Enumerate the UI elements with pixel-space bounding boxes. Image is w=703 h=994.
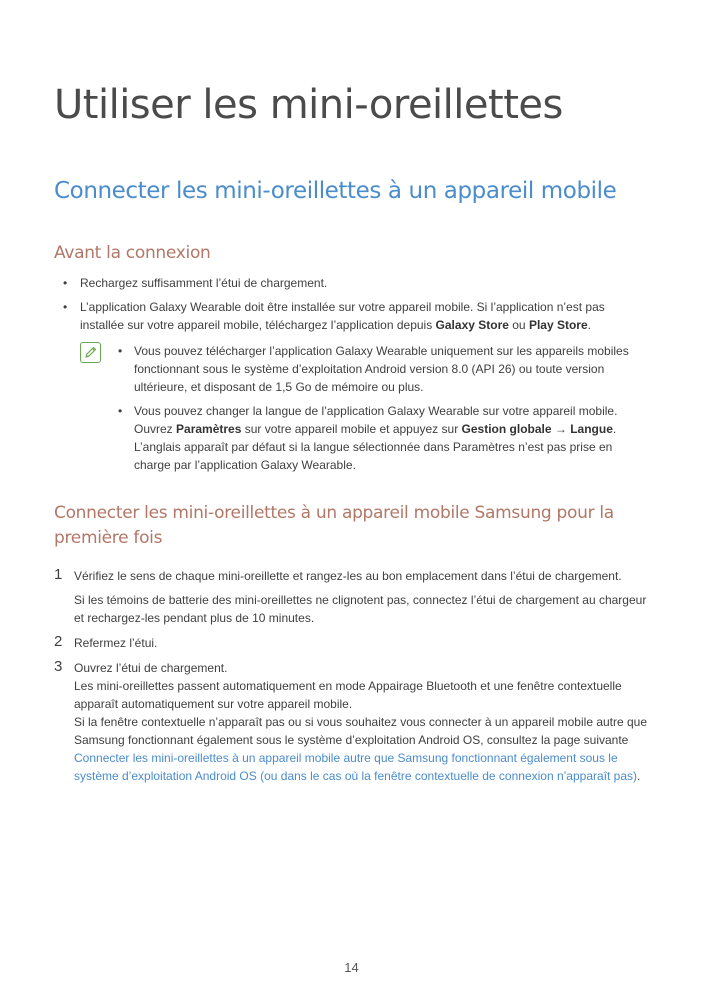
bullet-text: Rechargez suffisamment l’étui de chargement. bbox=[80, 276, 328, 290]
note-text: Vous pouvez télécharger l’application Galaxy Wearable uniquement sur les appareils mobiles fonctionnant sous le système d’exploitation Android version 8.0 (API 26) ou toute version ultérieure, et disposant de 1,5 Go de mémoire ou plus. bbox=[134, 344, 629, 394]
page-title: Utiliser les mini-oreillettes bbox=[54, 82, 563, 128]
gestion-globale-label: Gestion globale bbox=[461, 422, 552, 436]
step-3-text: Ouvrez l’étui de chargement. bbox=[74, 661, 228, 675]
step-2-text: Refermez l’étui. bbox=[74, 636, 158, 650]
note-pencil-icon bbox=[80, 342, 101, 363]
subsection-before-connection: Avant la connexion bbox=[54, 243, 211, 263]
step-3-number: 3 bbox=[54, 658, 63, 675]
step-1-subtext: Si les témoins de batterie des mini-oreillettes ne clignotent pas, connectez l’étui de chargement au chargeur et rechargez-les pendant plus de 10 minutes. bbox=[74, 593, 647, 625]
step-2 bbox=[74, 634, 652, 652]
play-store-label: Play Store bbox=[528, 318, 588, 332]
step-3-subtext-1: Les mini-oreillettes passent automatiquement en mode Appairage Bluetooth et une fenêtre contextuelle apparaît automatiquement sur votre appareil mobile. bbox=[74, 679, 622, 711]
note-text: Vous pouvez changer la langue de l’application Galaxy Wearable sur votre appareil mobile. Ouvrez Paramètres sur votre appareil mobile et appuyez sur Gestion globale → Langue. L’anglais apparaît par défaut si la langue sélectionnée dans Paramètres n’est pas prise en charge par l’application Galaxy Wearable. bbox=[134, 404, 618, 472]
bullet-charge-case bbox=[63, 274, 643, 292]
note-item-language bbox=[118, 402, 648, 474]
bullet-marker: • bbox=[63, 276, 68, 290]
bullet-install-app bbox=[63, 298, 643, 334]
bullet-marker: • bbox=[118, 404, 123, 418]
bullet-marker: • bbox=[118, 344, 123, 358]
section-title: Connecter les mini-oreillettes à un appareil mobile bbox=[54, 178, 617, 204]
note-item-requirements bbox=[118, 342, 648, 396]
bullet-marker: • bbox=[63, 300, 68, 314]
step-1-text: Vérifiez le sens de chaque mini-oreillette et rangez-les au bon emplacement dans l’étui de chargement. bbox=[74, 569, 622, 583]
step-3 bbox=[74, 659, 652, 785]
step-2-number: 2 bbox=[54, 633, 63, 650]
cross-reference-link[interactable]: Connecter les mini-oreillettes à un appareil mobile autre que Samsung fonctionnant également sous le système d’exploitation Android OS (ou dans le cas où la fenêtre contextuelle de connexion n’apparaît pas) bbox=[74, 751, 638, 783]
step-3-subtext-2: Si la fenêtre contextuelle n’apparaît pas ou si vous souhaitez vous connecter à un appareil mobile autre que Samsung fonctionnant également sous le système d’exploitation Android OS, consultez la page suivante Connecter les mini-oreillettes à un appareil mobile autre que Samsung fonctionnant également sous le système d’exploitation Android OS (ou dans le cas où la fenêtre contextuelle de connexion n’apparaît pas). bbox=[74, 715, 648, 783]
bullet-text: L’application Galaxy Wearable doit être installée sur votre appareil mobile. Si l’application n’est pas installée sur votre appareil mobile, téléchargez l’application depuis Galaxy Store ou Play Store. bbox=[80, 300, 605, 332]
step-1-number: 1 bbox=[54, 566, 63, 583]
page-number: 14 bbox=[344, 960, 359, 975]
arrow-glyph: → bbox=[551, 422, 571, 436]
step-1 bbox=[74, 567, 652, 627]
parametres-label: Paramètres bbox=[176, 422, 242, 436]
langue-label: Langue bbox=[570, 422, 613, 436]
subsection-first-time: Connecter les mini-oreillettes à un appareil mobile Samsung pour la première fois bbox=[54, 503, 614, 548]
galaxy-store-label: Galaxy Store bbox=[435, 318, 509, 332]
